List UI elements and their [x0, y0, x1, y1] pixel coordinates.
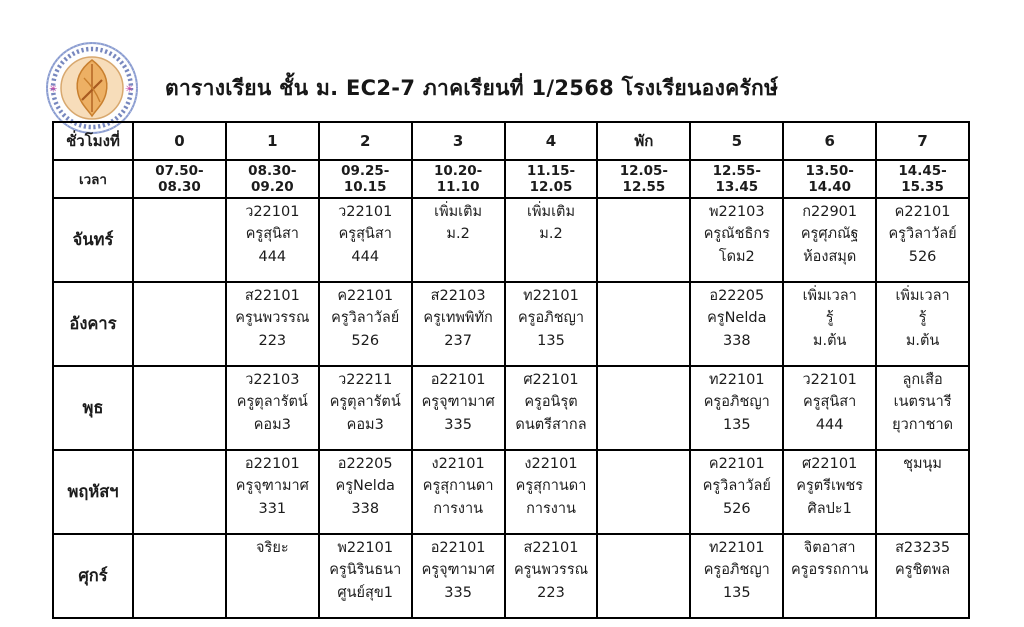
- cell-line: ท22101: [708, 540, 765, 556]
- time-range-cell: 07.50-08.30: [133, 160, 226, 198]
- schedule-cell: [319, 450, 412, 534]
- cell-line: ครูจุฑามาศ: [235, 478, 309, 495]
- period-number-cell: 5: [690, 122, 783, 160]
- cell-line: 223: [537, 584, 565, 601]
- period-number-cell: 2: [319, 122, 412, 160]
- cell-line: ส22101: [523, 540, 579, 556]
- cell-line: ครูชิตพล: [894, 562, 951, 579]
- cell-line: ก22901: [802, 204, 858, 220]
- schedule-cell: [319, 366, 412, 450]
- cell-line: จิตอาสา: [803, 540, 856, 556]
- cell-line: 335: [444, 584, 472, 601]
- schedule-cell: [505, 450, 598, 534]
- cell-line: ส23235: [895, 540, 951, 556]
- cell-line: 444: [258, 248, 287, 265]
- cell-line: 135: [537, 332, 565, 349]
- cell-line: เพิ่มเวลา: [895, 288, 950, 304]
- empty-cell: [597, 450, 690, 534]
- day-row: [53, 534, 969, 618]
- cell-line: ม.2: [446, 226, 470, 243]
- empty-cell: [133, 198, 226, 282]
- schedule-cell: [690, 198, 783, 282]
- cell-line: 444: [815, 416, 844, 433]
- cell-line: ง22101: [431, 456, 485, 472]
- cell-line: 135: [722, 584, 751, 601]
- cell-line: พ22101: [337, 540, 394, 556]
- cell-line: ห้องสมุด: [803, 248, 857, 265]
- schedule-cell: [505, 366, 598, 450]
- cell-line: ว22101: [245, 204, 300, 220]
- cell-line: ครูเทพพิทัก: [423, 310, 493, 327]
- empty-cell: [133, 450, 226, 534]
- schedule-cell: [876, 534, 969, 618]
- day-row: [53, 198, 969, 282]
- cell-line: 237: [444, 332, 472, 349]
- cell-line: ว22101: [338, 204, 393, 220]
- schedule-cell: [226, 534, 319, 618]
- cell-line: คอม3: [253, 416, 291, 433]
- cell-line: ส22101: [244, 288, 300, 304]
- period-number-cell: พัก: [597, 122, 690, 160]
- cell-line: เนตรนารี: [893, 394, 952, 411]
- sparkle-right-icon: ✳: [125, 84, 134, 95]
- cell-line: ครูสุนิสา: [803, 394, 857, 411]
- sparkle-left-icon: ✳: [49, 84, 58, 95]
- cell-line: ครูตุลารัตน์: [329, 394, 401, 411]
- cell-line: ม.ต้น: [905, 332, 940, 349]
- schedule-cell: [876, 450, 969, 534]
- cell-line: ค22101: [708, 456, 765, 472]
- time-range-cell: 12.55-13.45: [690, 160, 783, 198]
- cell-line: 223: [258, 332, 287, 349]
- day-label: อังคาร: [53, 282, 133, 366]
- cell-line: ท22101: [523, 288, 579, 304]
- schedule-cell: [412, 366, 505, 450]
- period-number-cell: 0: [133, 122, 226, 160]
- schedule-cell: [690, 534, 783, 618]
- cell-line: ค22101: [894, 204, 951, 220]
- period-number-cell: 6: [783, 122, 876, 160]
- cell-line: อ22101: [244, 456, 300, 472]
- cell-line: 526: [722, 500, 751, 517]
- cell-line: ยุวกาชาด: [892, 416, 954, 433]
- cell-line: ชุมนุม: [903, 456, 942, 472]
- time-range-cell: 08.30-09.20: [226, 160, 319, 198]
- empty-cell: [133, 366, 226, 450]
- cell-line: ลูกเสือ: [902, 372, 943, 388]
- cell-line: ง22101: [524, 456, 578, 472]
- time-range-cell: 12.05-12.55: [597, 160, 690, 198]
- schedule-cell: [876, 198, 969, 282]
- schedule-cell: [690, 282, 783, 366]
- cell-line: ศ22101: [802, 456, 858, 472]
- day-row: [53, 282, 969, 366]
- cell-line: ครูนพวรรณ: [235, 310, 310, 327]
- cell-line: ครูวิลาวัลย์: [888, 226, 957, 243]
- cell-line: เพิ่มเติม: [434, 204, 483, 220]
- schedule-cell: [412, 450, 505, 534]
- schedule-cell: [319, 198, 412, 282]
- cell-line: ครูอนิรุต: [524, 394, 578, 411]
- time-range-cell: 11.15-12.05: [505, 160, 598, 198]
- cell-line: ครูNelda: [707, 310, 767, 327]
- schedule-cell: [505, 534, 598, 618]
- cell-line: เพิ่มเวลา: [802, 288, 857, 304]
- cell-line: 526: [351, 332, 380, 349]
- timetable: [52, 121, 970, 619]
- cell-line: 338: [722, 332, 751, 349]
- cell-line: ครูสุกานดา: [422, 478, 494, 495]
- cell-line: ครูณัชธิกร: [703, 226, 770, 243]
- time-row-label: เวลา: [53, 160, 133, 198]
- schedule-cell: [226, 282, 319, 366]
- cell-line: ครูสุนิสา: [338, 226, 392, 243]
- cell-line: ครูอภิชญา: [517, 310, 585, 327]
- time-range-cell: 09.25-10.15: [319, 160, 412, 198]
- cell-line: ศิลปะ1: [807, 500, 852, 517]
- cell-line: ครูนพวรรณ: [513, 562, 589, 579]
- cell-line: ดนตรีสากล: [515, 416, 587, 433]
- cell-line: ว22211: [338, 372, 393, 388]
- cell-line: ครูNelda: [335, 478, 395, 495]
- cell-line: ศ22101: [523, 372, 579, 388]
- cell-line: เพิ่มเติม: [527, 204, 576, 220]
- schedule-cell: [505, 282, 598, 366]
- cell-line: อ22101: [430, 372, 486, 388]
- timetable-body: [53, 198, 969, 618]
- cell-line: 331: [258, 500, 287, 517]
- cell-line: ส22103: [430, 288, 486, 304]
- cell-line: ว22101: [802, 372, 857, 388]
- empty-cell: [597, 534, 690, 618]
- time-range-cell: 10.20-11.10: [412, 160, 505, 198]
- schedule-cell: [783, 282, 876, 366]
- schedule-cell: [226, 366, 319, 450]
- cell-line: โดม2: [718, 248, 755, 265]
- schedule-cell: [783, 534, 876, 618]
- schedule-cell: [783, 366, 876, 450]
- schedule-cell: [505, 198, 598, 282]
- empty-cell: [597, 282, 690, 366]
- cell-line: 135: [722, 416, 751, 433]
- cell-line: ครูจุฑามาศ: [421, 394, 495, 411]
- period-number-cell: 7: [876, 122, 969, 160]
- cell-line: รู้: [825, 310, 834, 327]
- empty-cell: [597, 198, 690, 282]
- cell-line: อ22101: [430, 540, 486, 556]
- time-range-cell: 14.45-15.35: [876, 160, 969, 198]
- time-range-cell: 13.50-14.40: [783, 160, 876, 198]
- cell-line: ครูสุนิสา: [245, 226, 299, 243]
- cell-line: ครูวิลาวัลย์: [702, 478, 771, 495]
- schedule-cell: [319, 534, 412, 618]
- empty-cell: [133, 282, 226, 366]
- cell-line: รู้: [918, 310, 927, 327]
- schedule-cell: [412, 198, 505, 282]
- cell-line: ท22101: [708, 372, 765, 388]
- schedule-cell: [783, 198, 876, 282]
- page-title: ตารางเรียน ชั้น ม. EC2-7 ภาคเรียนที่ 1/2568 โรงเรียนองครักษ์: [165, 76, 779, 100]
- day-row: [53, 450, 969, 534]
- schedule-cell: [319, 282, 412, 366]
- cell-line: ศูนย์สุข1: [337, 584, 394, 601]
- schedule-cell: [690, 450, 783, 534]
- day-row: [53, 366, 969, 450]
- cell-line: ครูตุลารัตน์: [236, 394, 308, 411]
- schedule-cell: [876, 366, 969, 450]
- cell-line: จริยะ: [256, 540, 289, 556]
- schedule-cell: [226, 450, 319, 534]
- cell-line: 444: [351, 248, 380, 265]
- cell-line: ครูตรีเพชร: [796, 478, 864, 495]
- time-header-row: [53, 160, 969, 198]
- cell-line: ครูอรรถกาน: [790, 562, 869, 579]
- period-number-cell: 4: [505, 122, 598, 160]
- cell-line: ครูศุภณัฐ: [800, 226, 859, 243]
- schedule-cell: [412, 282, 505, 366]
- cell-line: 526: [908, 248, 937, 265]
- day-label: ศุกร์: [53, 534, 133, 618]
- cell-line: ครูจุฑามาศ: [421, 562, 495, 579]
- cell-line: การงาน: [433, 500, 484, 517]
- empty-cell: [133, 534, 226, 618]
- period-number-cell: 3: [412, 122, 505, 160]
- cell-line: ค22101: [337, 288, 394, 304]
- period-row-label: ชั่วโมงที่: [53, 122, 133, 160]
- schedule-cell: [226, 198, 319, 282]
- cell-line: ว22103: [245, 372, 300, 388]
- schedule-cell: [783, 450, 876, 534]
- cell-line: ม.2: [539, 226, 563, 243]
- cell-line: ครูอภิชญา: [703, 562, 770, 579]
- cell-line: พ22103: [708, 204, 765, 220]
- cell-line: คอม3: [346, 416, 384, 433]
- day-label: พฤหัสฯ: [53, 450, 133, 534]
- cell-line: ม.ต้น: [812, 332, 847, 349]
- timetable-head: [53, 122, 969, 198]
- day-label: จันทร์: [53, 198, 133, 282]
- cell-line: 338: [351, 500, 380, 517]
- schedule-cell: [412, 534, 505, 618]
- cell-line: ครูสุกานดา: [515, 478, 587, 495]
- schedule-cell: [876, 282, 969, 366]
- cell-line: อ22205: [337, 456, 393, 472]
- schedule-cell: [690, 366, 783, 450]
- cell-line: 335: [444, 416, 472, 433]
- period-header-row: [53, 122, 969, 160]
- cell-line: ครูนิรินธนา: [329, 562, 402, 579]
- period-number-cell: 1: [226, 122, 319, 160]
- cell-line: การงาน: [526, 500, 576, 517]
- cell-line: ครูอภิชญา: [703, 394, 770, 411]
- cell-line: อ22205: [709, 288, 765, 304]
- cell-line: ครูวิลาวัลย์: [331, 310, 400, 327]
- day-label: พุธ: [53, 366, 133, 450]
- empty-cell: [597, 366, 690, 450]
